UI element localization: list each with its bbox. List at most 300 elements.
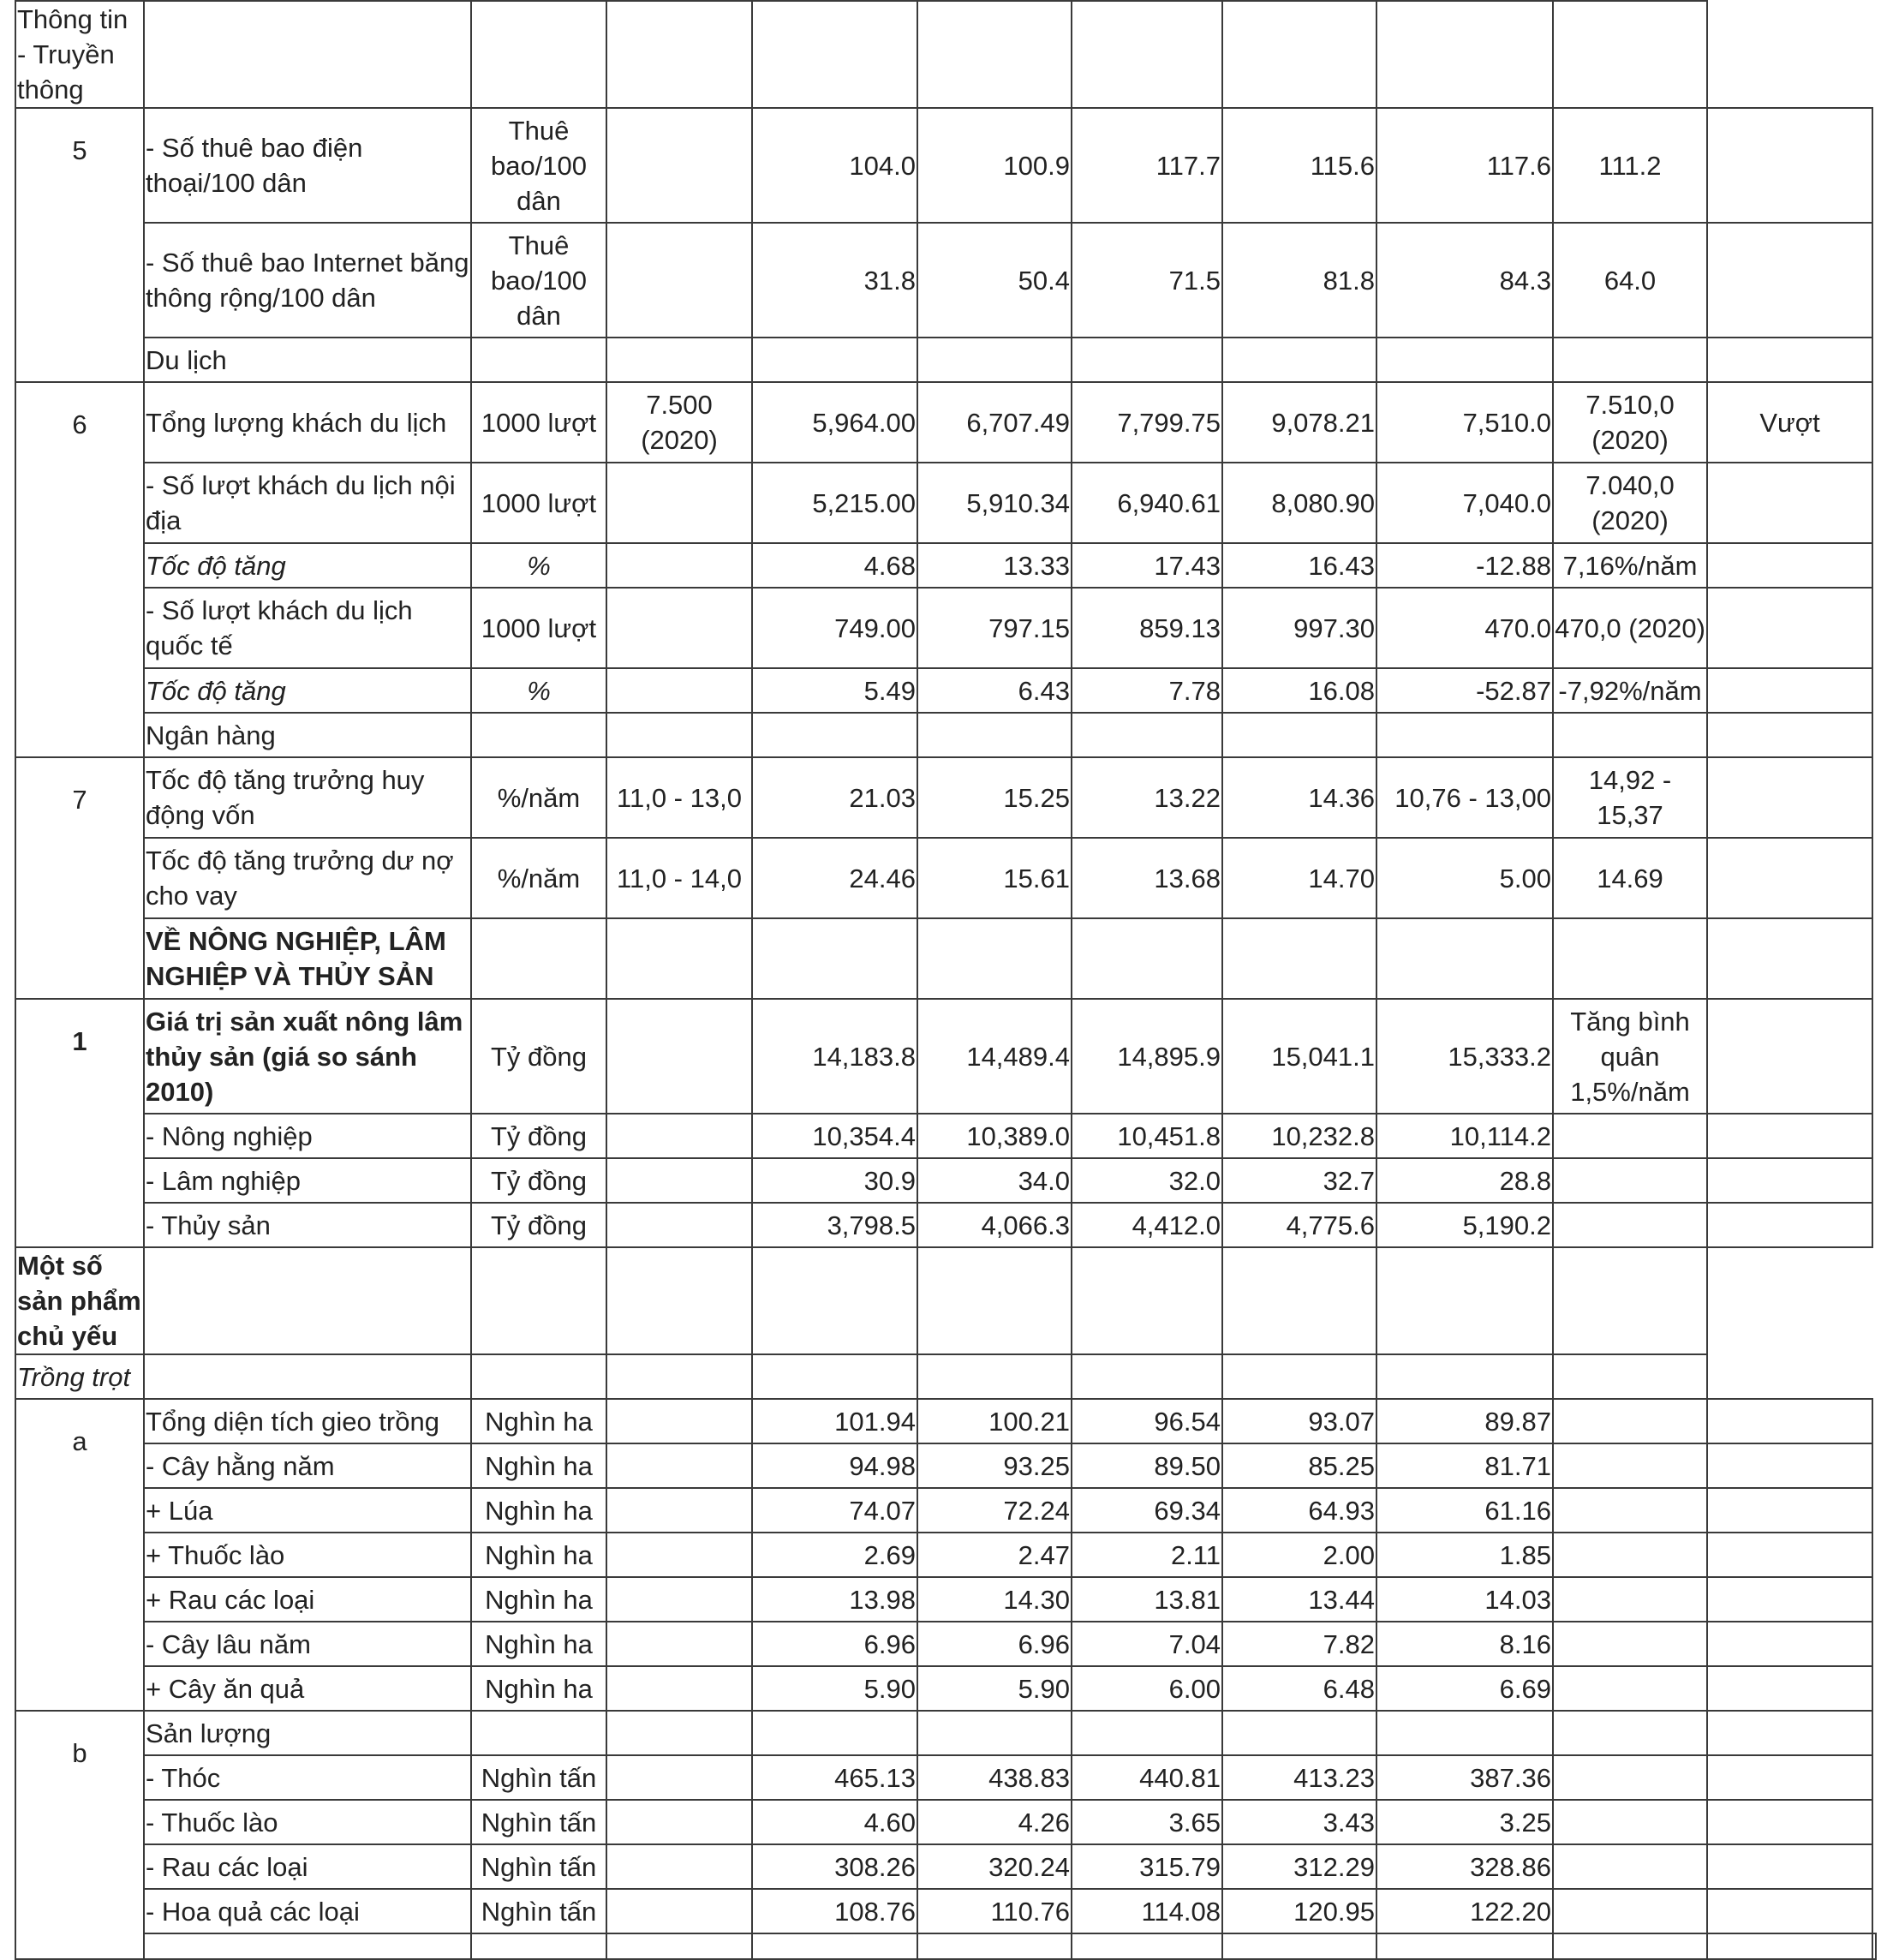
cell-value-2016: 108.76 [752,1889,917,1933]
cell-unit [471,338,606,382]
cell-value-2020: 15,333.2 [1376,999,1553,1114]
cell-target [606,223,752,338]
cell-unit: Nghìn tấn [471,1800,606,1844]
cell-value-2017: 320.24 [917,1844,1072,1889]
cell-assessment [1707,668,1872,713]
cell-target [471,1354,606,1399]
cell-unit [606,1933,752,1959]
cell-value-2018 [1222,1933,1376,1959]
cell-label: + Cây ăn quả [144,1666,471,1711]
cell-value-2020: 7,040.0 [1376,463,1553,543]
cell-unit: % [471,668,606,713]
cell-value-2019: 8,080.90 [1222,463,1376,543]
cell-label: - Hoa quả các loại [144,1889,471,1933]
cell-value-2017: 100.21 [917,1399,1072,1443]
table-row [15,1,1876,108]
cell-unit: Nghìn ha [471,1577,606,1622]
cell-value-2016: 21.03 [752,757,917,838]
cell-value-2018 [1072,1711,1222,1755]
cell-value-2018: 10,451.8 [1072,1114,1222,1158]
cell-estimate: 14.69 [1553,838,1707,918]
cell-value-2018 [1072,713,1222,757]
cell-target [471,1,606,108]
cell-value-2018: 71.5 [1072,223,1222,338]
cell-value-2016 [752,338,917,382]
cell-assessment [1707,918,1872,999]
cell-estimate [1553,713,1707,757]
cell-estimate: 7.510,0 (2020) [1553,382,1707,463]
cell-label: + Thuốc lào [144,1533,471,1577]
cell-assessment [1707,463,1872,543]
cell-value-2019 [1072,1,1222,108]
cell-value-2018: 315.79 [1072,1844,1222,1889]
cell-value-2016: 94.98 [752,1443,917,1488]
cell-value-2016: 5.49 [752,668,917,713]
cell-value-2018: 859.13 [1072,588,1222,668]
cell-value-2016: 6.96 [752,1622,917,1666]
cell-unit: %/năm [471,838,606,918]
cell-estimate [1553,338,1707,382]
cell-target [606,108,752,223]
cell-target [606,1889,752,1933]
cell-value-2020: -52.87 [1376,668,1553,713]
cell-assessment [1707,1158,1872,1203]
cell-label: - Lâm nghiệp [144,1158,471,1203]
cell-value-2020: 1.85 [1376,1533,1553,1577]
cell-number: b [15,1711,144,1959]
cell-label: + Lúa [144,1488,471,1533]
cell-estimate [1553,1622,1707,1666]
cell-value-2019: 81.8 [1222,223,1376,338]
cell-number: a [15,1399,144,1711]
table-row [15,1443,1876,1488]
cell-target [606,463,752,543]
cell-value-2020 [1222,1354,1376,1399]
cell-value-2018: 6,940.61 [1072,463,1222,543]
cell-value-2017: 6.43 [917,668,1072,713]
cell-value-2020: 5,190.2 [1376,1203,1553,1247]
table-row [15,1203,1876,1247]
cell-value-2019: 13.44 [1222,1577,1376,1622]
cell-value-2019: 413.23 [1222,1755,1376,1800]
cell-value-2020: 3.25 [1376,1800,1553,1844]
cell-target [471,1247,606,1354]
cell-value-2020 [1376,918,1553,999]
cell-label: Một số sản phẩm chủ yếu [15,1247,144,1354]
cell-label: Tốc độ tăng [144,668,471,713]
cell-label: Tốc độ tăng trưởng huy động vốn [144,757,471,838]
cell-value-2016 [606,1247,752,1354]
cell-value-2018: 17.43 [1072,543,1222,588]
cell-unit: Tỷ đồng [471,999,606,1114]
cell-value-2020: 89.87 [1376,1399,1553,1443]
cell-value-2019: 16.08 [1222,668,1376,713]
cell-value-2019: 16.43 [1222,543,1376,588]
cell-number: 7 [15,757,144,999]
cell-assessment [1707,1666,1872,1711]
cell-value-2018 [917,1,1072,108]
cell-value-2016 [606,1354,752,1399]
cell-estimate: Tăng bình quân 1,5%/năm [1553,999,1707,1114]
cell-unit: 1000 lượt [471,588,606,668]
cell-label: - Số lượt khách du lịch quốc tế [144,588,471,668]
cell-value-2016: 31.8 [752,223,917,338]
cell-assessment [1707,1203,1872,1247]
cell-assessment [1707,1577,1872,1622]
cell-value-2020 [1222,1247,1376,1354]
cell-estimate [1553,1577,1707,1622]
cell-value-2020: 6.69 [1376,1666,1553,1711]
cell-label: Thông tin - Truyền thông [15,1,144,108]
cell-value-2017: 50.4 [917,223,1072,338]
cell-target [606,588,752,668]
cell-estimate [1553,1399,1707,1443]
cell-value-2020: 117.6 [1376,108,1553,223]
cell-value-2020: 8.16 [1376,1622,1553,1666]
cell-value-2016: 5,215.00 [752,463,917,543]
cell-value-2016: 30.9 [752,1158,917,1203]
cell-estimate [1553,1488,1707,1533]
cell-label: - Rau các loại [144,1844,471,1889]
cell-value-2017: 2.47 [917,1533,1072,1577]
cell-value-2016: 13.98 [752,1577,917,1622]
cell-assessment [1553,1247,1707,1354]
cell-label: Du lịch [144,338,471,382]
cell-value-2019: 32.7 [1222,1158,1376,1203]
cell-value-2020: 328.86 [1376,1844,1553,1889]
cell-value-2016: 24.46 [752,838,917,918]
cell-value-2018: 114.08 [1072,1889,1222,1933]
cell-assessment [1707,1800,1872,1844]
cell-estimate [1553,1844,1707,1889]
cell-label: Ngân hàng [144,713,471,757]
cell-value-2018: 14,895.9 [1072,999,1222,1114]
cell-value-2019: 85.25 [1222,1443,1376,1488]
table-row [15,713,1876,757]
cell-value-2017: 5.90 [917,1666,1072,1711]
cell-value-2018: 89.50 [1072,1443,1222,1488]
cell-value-2017: 10,389.0 [917,1114,1072,1158]
table-row [15,382,1876,463]
cell-target [606,1488,752,1533]
cell-value-2017 [752,1354,917,1399]
cell-value-2020: 10,76 - 13,00 [1376,757,1553,838]
cell-value-2016: 4.68 [752,543,917,588]
cell-value-2017: 93.25 [917,1443,1072,1488]
cell-label: Giá trị sản xuất nông lâm thủy sản (giá so sánh 2010) [144,999,471,1114]
cell-value-2017: 797.15 [917,588,1072,668]
cell-estimate [1376,1354,1553,1399]
cell-target [606,338,752,382]
cell-assessment [1707,1711,1872,1755]
cell-value-2017: 72.24 [917,1488,1072,1533]
cell-label: + Rau các loại [144,1577,471,1622]
cell-estimate [1376,1,1553,108]
cell-target: 7.500 (2020) [606,382,752,463]
cell-unit: Nghìn ha [471,1399,606,1443]
table-row [15,588,1876,668]
cell-estimate: 64.0 [1553,223,1707,338]
cell-unit [471,713,606,757]
cell-unit: 1000 lượt [471,382,606,463]
cell-unit [471,1711,606,1755]
cell-estimate [1553,1114,1707,1158]
cell-estimate [1553,1443,1707,1488]
cell-value-2020: 122.20 [1376,1889,1553,1933]
cell-target [606,1666,752,1711]
table-row [15,1399,1876,1443]
cell-value-2017: 14,489.4 [917,999,1072,1114]
cell-unit: Thuê bao/100 dân [471,223,606,338]
cell-unit [144,1354,471,1399]
cell-target [606,1800,752,1844]
cell-value-2018: 13.68 [1072,838,1222,918]
cell-assessment [1707,1488,1872,1533]
cell-label: - Số thuê bao điện thoại/100 dân [144,108,471,223]
cell-value-2017 [1072,1933,1222,1959]
cell-value-2020: 84.3 [1376,223,1553,338]
cell-value-2018: 7.78 [1072,668,1222,713]
cell-value-2020: 7,510.0 [1376,382,1553,463]
cell-assessment [1707,757,1872,838]
cell-assessment [1707,1622,1872,1666]
cell-value-2019: 64.93 [1222,1488,1376,1533]
table-row [15,1711,1876,1755]
cell-target [606,918,752,999]
cell-target [606,543,752,588]
cell-label: VỀ NÔNG NGHIỆP, LÂM NGHIỆP VÀ THỦY SẢN [144,918,471,999]
cell-value-2020 [1553,1933,1707,1959]
cell-target [606,1577,752,1622]
cell-value-2019: 93.07 [1222,1399,1376,1443]
cell-target [606,1443,752,1488]
cell-label: - Nông nghiệp [144,1114,471,1158]
cell-value-2018 [917,1247,1072,1354]
cell-value-2020 [1376,338,1553,382]
table-body [15,1,1876,1959]
cell-value-2018: 4,412.0 [1072,1203,1222,1247]
cell-estimate: 111.2 [1553,108,1707,223]
cell-value-2019: 997.30 [1222,588,1376,668]
table-row [15,999,1876,1114]
cell-unit [144,1,471,108]
cell-target [606,1755,752,1800]
cell-value-2016: 465.13 [752,1755,917,1800]
cell-value-2020: 61.16 [1376,1488,1553,1533]
cell-value-2016: 4.60 [752,1800,917,1844]
cell-value-2017 [917,713,1072,757]
cell-value-2019: 9,078.21 [1222,382,1376,463]
statistics-table [15,0,1877,1960]
cell-value-2020: 470.0 [1376,588,1553,668]
cell-value-2017: 15.61 [917,838,1072,918]
cell-estimate [1553,1889,1707,1933]
cell-value-2018: 69.34 [1072,1488,1222,1533]
cell-value-2016 [752,918,917,999]
cell-value-2018: 7.04 [1072,1622,1222,1666]
cell-value-2019: 10,232.8 [1222,1114,1376,1158]
cell-value-2019 [1222,1711,1376,1755]
cell-value-2018: 2.11 [1072,1533,1222,1577]
cell-assessment [1707,543,1872,588]
cell-value-2017: 110.76 [917,1889,1072,1933]
cell-value-2018: 13.81 [1072,1577,1222,1622]
table-row [15,1488,1876,1533]
cell-unit: Tỷ đồng [471,1203,606,1247]
table-row [15,1114,1876,1158]
table-row [15,223,1876,338]
cell-target [606,999,752,1114]
cell-assessment [1707,999,1872,1114]
cell-value-2017 [917,1711,1072,1755]
cell-estimate: 7,16%/năm [1553,543,1707,588]
cell-value-2016 [917,1933,1072,1959]
cell-value-2017 [917,338,1072,382]
cell-value-2019 [1222,918,1376,999]
cell-value-2019 [1072,1247,1222,1354]
table-row [15,1844,1876,1889]
cell-target [606,713,752,757]
cell-unit [471,918,606,999]
cell-estimate [1553,1203,1707,1247]
cell-assessment [1707,1844,1872,1889]
cell-value-2017: 15.25 [917,757,1072,838]
table-row [15,1577,1876,1622]
cell-label: - Cây lâu năm [144,1622,471,1666]
cell-value-2019: 4,775.6 [1222,1203,1376,1247]
cell-label [471,1933,606,1959]
cell-target [606,1158,752,1203]
table-row [15,757,1876,838]
cell-target: 11,0 - 13,0 [606,757,752,838]
cell-assessment [1707,588,1872,668]
cell-target [606,1114,752,1158]
cell-value-2016: 3,798.5 [752,1203,917,1247]
cell-unit: % [471,543,606,588]
table-row [15,838,1876,918]
cell-estimate [1553,1666,1707,1711]
cell-label: - Số thuê bao Internet băng thông rộng/100 dân [144,223,471,338]
cell-target [752,1933,917,1959]
cell-estimate [1553,918,1707,999]
table-row [15,463,1876,543]
cell-estimate [1376,1247,1553,1354]
cell-value-2016: 749.00 [752,588,917,668]
cell-label: Tổng diện tích gieo trồng [144,1399,471,1443]
cell-unit: Nghìn ha [471,1443,606,1488]
table-row [15,543,1876,588]
cell-value-2016: 308.26 [752,1844,917,1889]
table-row [15,1354,1876,1399]
cell-assessment [1707,1889,1872,1933]
cell-label: - Thủy sản [144,1203,471,1247]
cell-unit: Nghìn ha [471,1488,606,1533]
cell-value-2020: 28.8 [1376,1158,1553,1203]
cell-value-2017: 5,910.34 [917,463,1072,543]
cell-value-2017: 438.83 [917,1755,1072,1800]
cell-value-2018: 117.7 [1072,108,1222,223]
cell-value-2017: 34.0 [917,1158,1072,1203]
table-row [15,1933,1876,1959]
cell-value-2017 [917,918,1072,999]
cell-target [606,1533,752,1577]
cell-unit: Nghìn ha [471,1622,606,1666]
cell-unit: Nghìn tấn [471,1755,606,1800]
cell-assessment [1553,1354,1707,1399]
cell-label: Tốc độ tăng trưởng dư nợ cho vay [144,838,471,918]
cell-value-2019 [1072,1354,1222,1399]
cell-target [606,1203,752,1247]
cell-estimate: 470,0 (2020) [1553,588,1707,668]
cell-value-2019: 7.82 [1222,1622,1376,1666]
cell-value-2019: 3.43 [1222,1800,1376,1844]
cell-value-2018 [1072,918,1222,999]
cell-number: 5 [15,108,144,382]
cell-value-2016: 5.90 [752,1666,917,1711]
cell-value-2016 [752,1711,917,1755]
cell-estimate [1553,1533,1707,1577]
cell-value-2018: 13.22 [1072,757,1222,838]
cell-value-2019: 6.48 [1222,1666,1376,1711]
cell-target [606,1711,752,1755]
cell-value-2017: 100.9 [917,108,1072,223]
cell-value-2016 [752,713,917,757]
cell-value-2018: 3.65 [1072,1800,1222,1844]
table-row [15,108,1876,223]
table-row [15,1800,1876,1844]
cell-unit: Tỷ đồng [471,1158,606,1203]
cell-value-2020: 10,114.2 [1376,1114,1553,1158]
cell-assessment [1707,1755,1872,1800]
cell-value-2020: 81.71 [1376,1443,1553,1488]
cell-value-2017: 4,066.3 [917,1203,1072,1247]
cell-value-2016: 74.07 [752,1488,917,1533]
cell-value-2019: 312.29 [1222,1844,1376,1889]
cell-estimate [1553,1158,1707,1203]
cell-unit: Nghìn tấn [471,1844,606,1889]
table-row [15,1533,1876,1577]
cell-target [606,1399,752,1443]
cell-label: Trồng trọt [15,1354,144,1399]
cell-value-2017 [752,1247,917,1354]
cell-unit: Nghìn ha [471,1666,606,1711]
cell-value-2019: 2.00 [1222,1533,1376,1577]
cell-value-2017: 14.30 [917,1577,1072,1622]
cell-value-2016 [606,1,752,108]
table-row [15,1666,1876,1711]
cell-value-2017: 13.33 [917,543,1072,588]
cell-assessment [1707,838,1872,918]
table-row [15,1622,1876,1666]
cell-assessment [1707,223,1872,338]
cell-value-2016: 10,354.4 [752,1114,917,1158]
cell-estimate: 14,92 - 15,37 [1553,757,1707,838]
cell-value-2020: 387.36 [1376,1755,1553,1800]
cell-value-2018: 7,799.75 [1072,382,1222,463]
cell-estimate [1553,1800,1707,1844]
cell-value-2019: 115.6 [1222,108,1376,223]
cell-number: 1 [15,999,144,1247]
cell-number [144,1933,471,1959]
cell-label: - Số lượt khách du lịch nội địa [144,463,471,543]
cell-unit: Tỷ đồng [471,1114,606,1158]
cell-label: - Thuốc lào [144,1800,471,1844]
cell-value-2018: 32.0 [1072,1158,1222,1203]
cell-value-2018: 440.81 [1072,1755,1222,1800]
cell-value-2016: 2.69 [752,1533,917,1577]
cell-assessment [1707,1443,1872,1488]
cell-value-2017: 6.96 [917,1622,1072,1666]
